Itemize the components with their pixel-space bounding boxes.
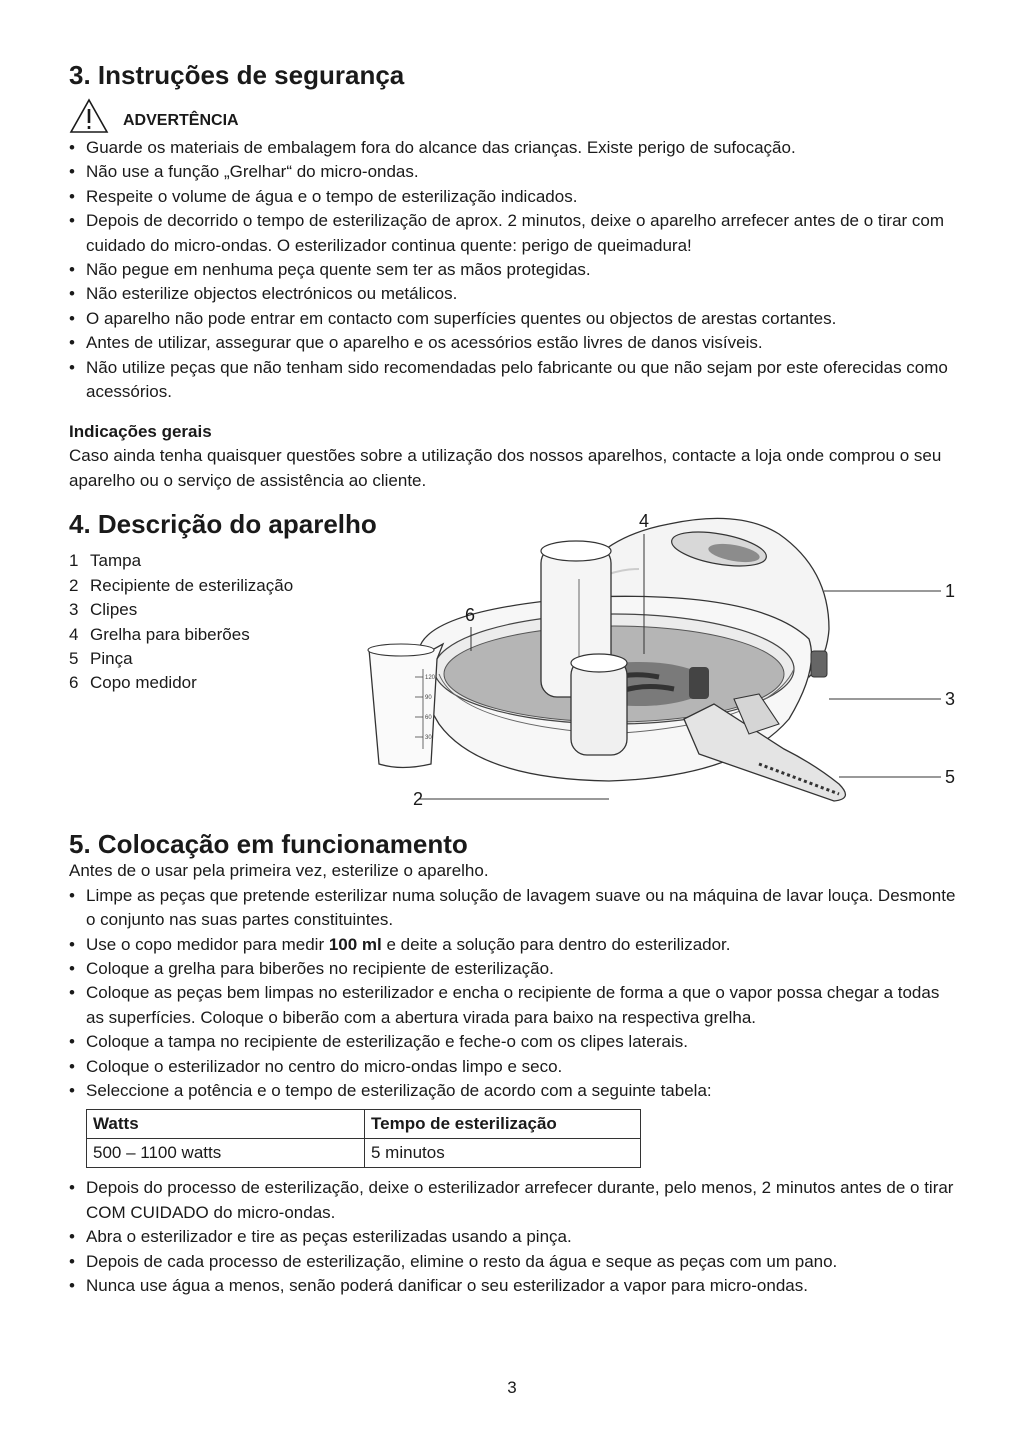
sterilization-table <box>86 1109 641 1168</box>
callout-number: 1 <box>945 581 956 602</box>
callout-number: 5 <box>945 767 956 788</box>
general-heading: Indicações gerais <box>69 422 212 442</box>
section-4-heading: 4. Descrição do aparelho <box>69 509 377 540</box>
operation-list <box>69 884 959 1104</box>
section-3-heading: 3. Instruções de segurança <box>69 60 405 90</box>
part-item <box>69 549 293 573</box>
cup-mark-label: 120 <box>425 675 436 682</box>
safety-list <box>69 136 959 404</box>
list-item: • Não esterilize objectos electrónicos ou metálicos. <box>69 282 959 306</box>
part-label: Tampa <box>90 551 142 571</box>
part-item <box>69 574 293 598</box>
cup-mark-label: 30 <box>425 735 432 742</box>
volume-value: 100 ml <box>328 934 382 954</box>
list-item: • Seleccione a potência e o tempo de esterilização de acordo com a seguinte tabela: <box>69 1079 959 1103</box>
part-label: Clipes <box>90 600 138 620</box>
part-number: 1 <box>69 551 79 571</box>
warning-triangle-icon <box>69 98 109 134</box>
list-item: • Depois do processo de esterilização, deixe o esterilizador arrefecer durante, pelo menos, 2 minutos antes de o tirar COM CUIDADO do micro-ondas. <box>69 1176 959 1225</box>
tongs-illustration <box>684 694 845 801</box>
table-header-row <box>87 1110 641 1139</box>
part-label: Recipiente de esterilização <box>90 575 294 595</box>
section-5 <box>69 829 959 1298</box>
list-item: • Depois de decorrido o tempo de esterilização de aprox. 2 minutos, deixe o aparelho arrefecer antes de o tirar com cuidado do micro-ondas. O esterilizador continua quente: perigo de queimadura! <box>69 209 959 258</box>
list-item: • Não utilize peças que não tenham sido recomendadas pelo fabricante ou que não sejam por este oferecidas como acessórios. <box>69 356 959 405</box>
table-row <box>87 1139 641 1168</box>
list-item-text: Use o copo medidor para medir <box>86 934 329 954</box>
table-cell: 500 – 1100 watts <box>87 1139 365 1168</box>
list-item: • Coloque o esterilizador no centro do micro-ondas limpo e seco. <box>69 1055 959 1079</box>
table-header-cell: Watts <box>87 1110 365 1139</box>
callout-number: 2 <box>413 789 424 810</box>
warning-row <box>69 96 959 136</box>
list-item: • Coloque a tampa no recipiente de esterilização e feche-o com os clipes laterais. <box>69 1030 959 1054</box>
list-item: • O aparelho não pode entrar em contacto com superfícies quentes ou objectos de arestas cortantes. <box>69 307 959 331</box>
list-item: • Limpe as peças que pretende esterilizar numa solução de lavagem suave ou na máquina de lavar louça. Desmonte o conjunto nas suas partes constituintes. <box>69 884 959 933</box>
list-item: • Não use a função „Grelhar“ do micro-ondas. <box>69 160 959 184</box>
list-item: • Respeite o volume de água e o tempo de esterilização indicados. <box>69 185 959 209</box>
warning-label: ADVERTÊNCIA <box>123 112 239 129</box>
list-item: • Antes de utilizar, assegurar que o aparelho e os acessórios estão livres de danos visíveis. <box>69 331 959 355</box>
part-number: 2 <box>69 575 79 595</box>
list-item: • Guarde os materiais de embalagem fora do alcance das crianças. Existe perigo de sufocação. <box>69 136 959 160</box>
callout-number: 3 <box>945 689 956 710</box>
part-item <box>69 671 293 695</box>
list-item <box>69 933 959 957</box>
list-item: • Não pegue em nenhuma peça quente sem ter as mãos protegidas. <box>69 258 959 282</box>
measuring-cup-illustration <box>368 644 443 768</box>
part-label: Copo medidor <box>90 673 197 693</box>
part-number: 3 <box>69 600 79 620</box>
part-item <box>69 647 293 671</box>
table-cell: 5 minutos <box>365 1139 641 1168</box>
part-number: 6 <box>69 673 79 693</box>
general-text: Caso ainda tenha quaisquer questões sobre a utilização dos nossos aparelhos, contacte a loja onde comprou o seu aparelho ou o serviço de assistência ao cliente. <box>69 446 942 490</box>
manual-page <box>69 60 959 1298</box>
cup-mark-label: 90 <box>425 695 432 702</box>
list-item: • Coloque as peças bem limpas no esterilizador e encha o recipiente de forma a que o vapor possa chegar a todas as superfícies. Coloque o biberão com a abertura virada para baixo na respectiva grelha. <box>69 981 959 1030</box>
cup-mark-label: 60 <box>425 715 432 722</box>
part-label: Grelha para biberões <box>90 624 250 644</box>
after-list <box>69 1176 959 1298</box>
list-item: • Nunca use água a menos, senão poderá danificar o seu esterilizador a vapor para micro-ondas. <box>69 1274 959 1298</box>
table-header-cell: Tempo de esterilização <box>365 1110 641 1139</box>
part-item <box>69 623 293 647</box>
callout-number: 4 <box>639 511 650 532</box>
callout-number: 6 <box>465 605 476 626</box>
list-item-text: e deite a solução para dentro do esterilizador. <box>381 934 731 954</box>
parts-list <box>69 549 293 695</box>
part-label: Pinça <box>90 648 133 668</box>
section-5-heading: 5. Colocação em funcionamento <box>69 829 468 860</box>
part-item <box>69 598 293 622</box>
list-item: • Coloque a grelha para biberões no recipiente de esterilização. <box>69 957 959 981</box>
list-item: • Abra o esterilizador e tire as peças esterilizadas usando a pinça. <box>69 1225 959 1249</box>
list-item: • Depois de cada processo de esterilização, elimine o resto da água e seque as peças com um pano. <box>69 1250 959 1274</box>
sterilizer-diagram <box>339 509 959 829</box>
intro-text: Antes de o usar pela primeira vez, esterilize o aparelho. <box>69 861 489 881</box>
page-number: 3 <box>507 1378 517 1397</box>
part-number: 4 <box>69 624 79 644</box>
part-number: 5 <box>69 648 79 668</box>
section-4 <box>69 509 959 829</box>
